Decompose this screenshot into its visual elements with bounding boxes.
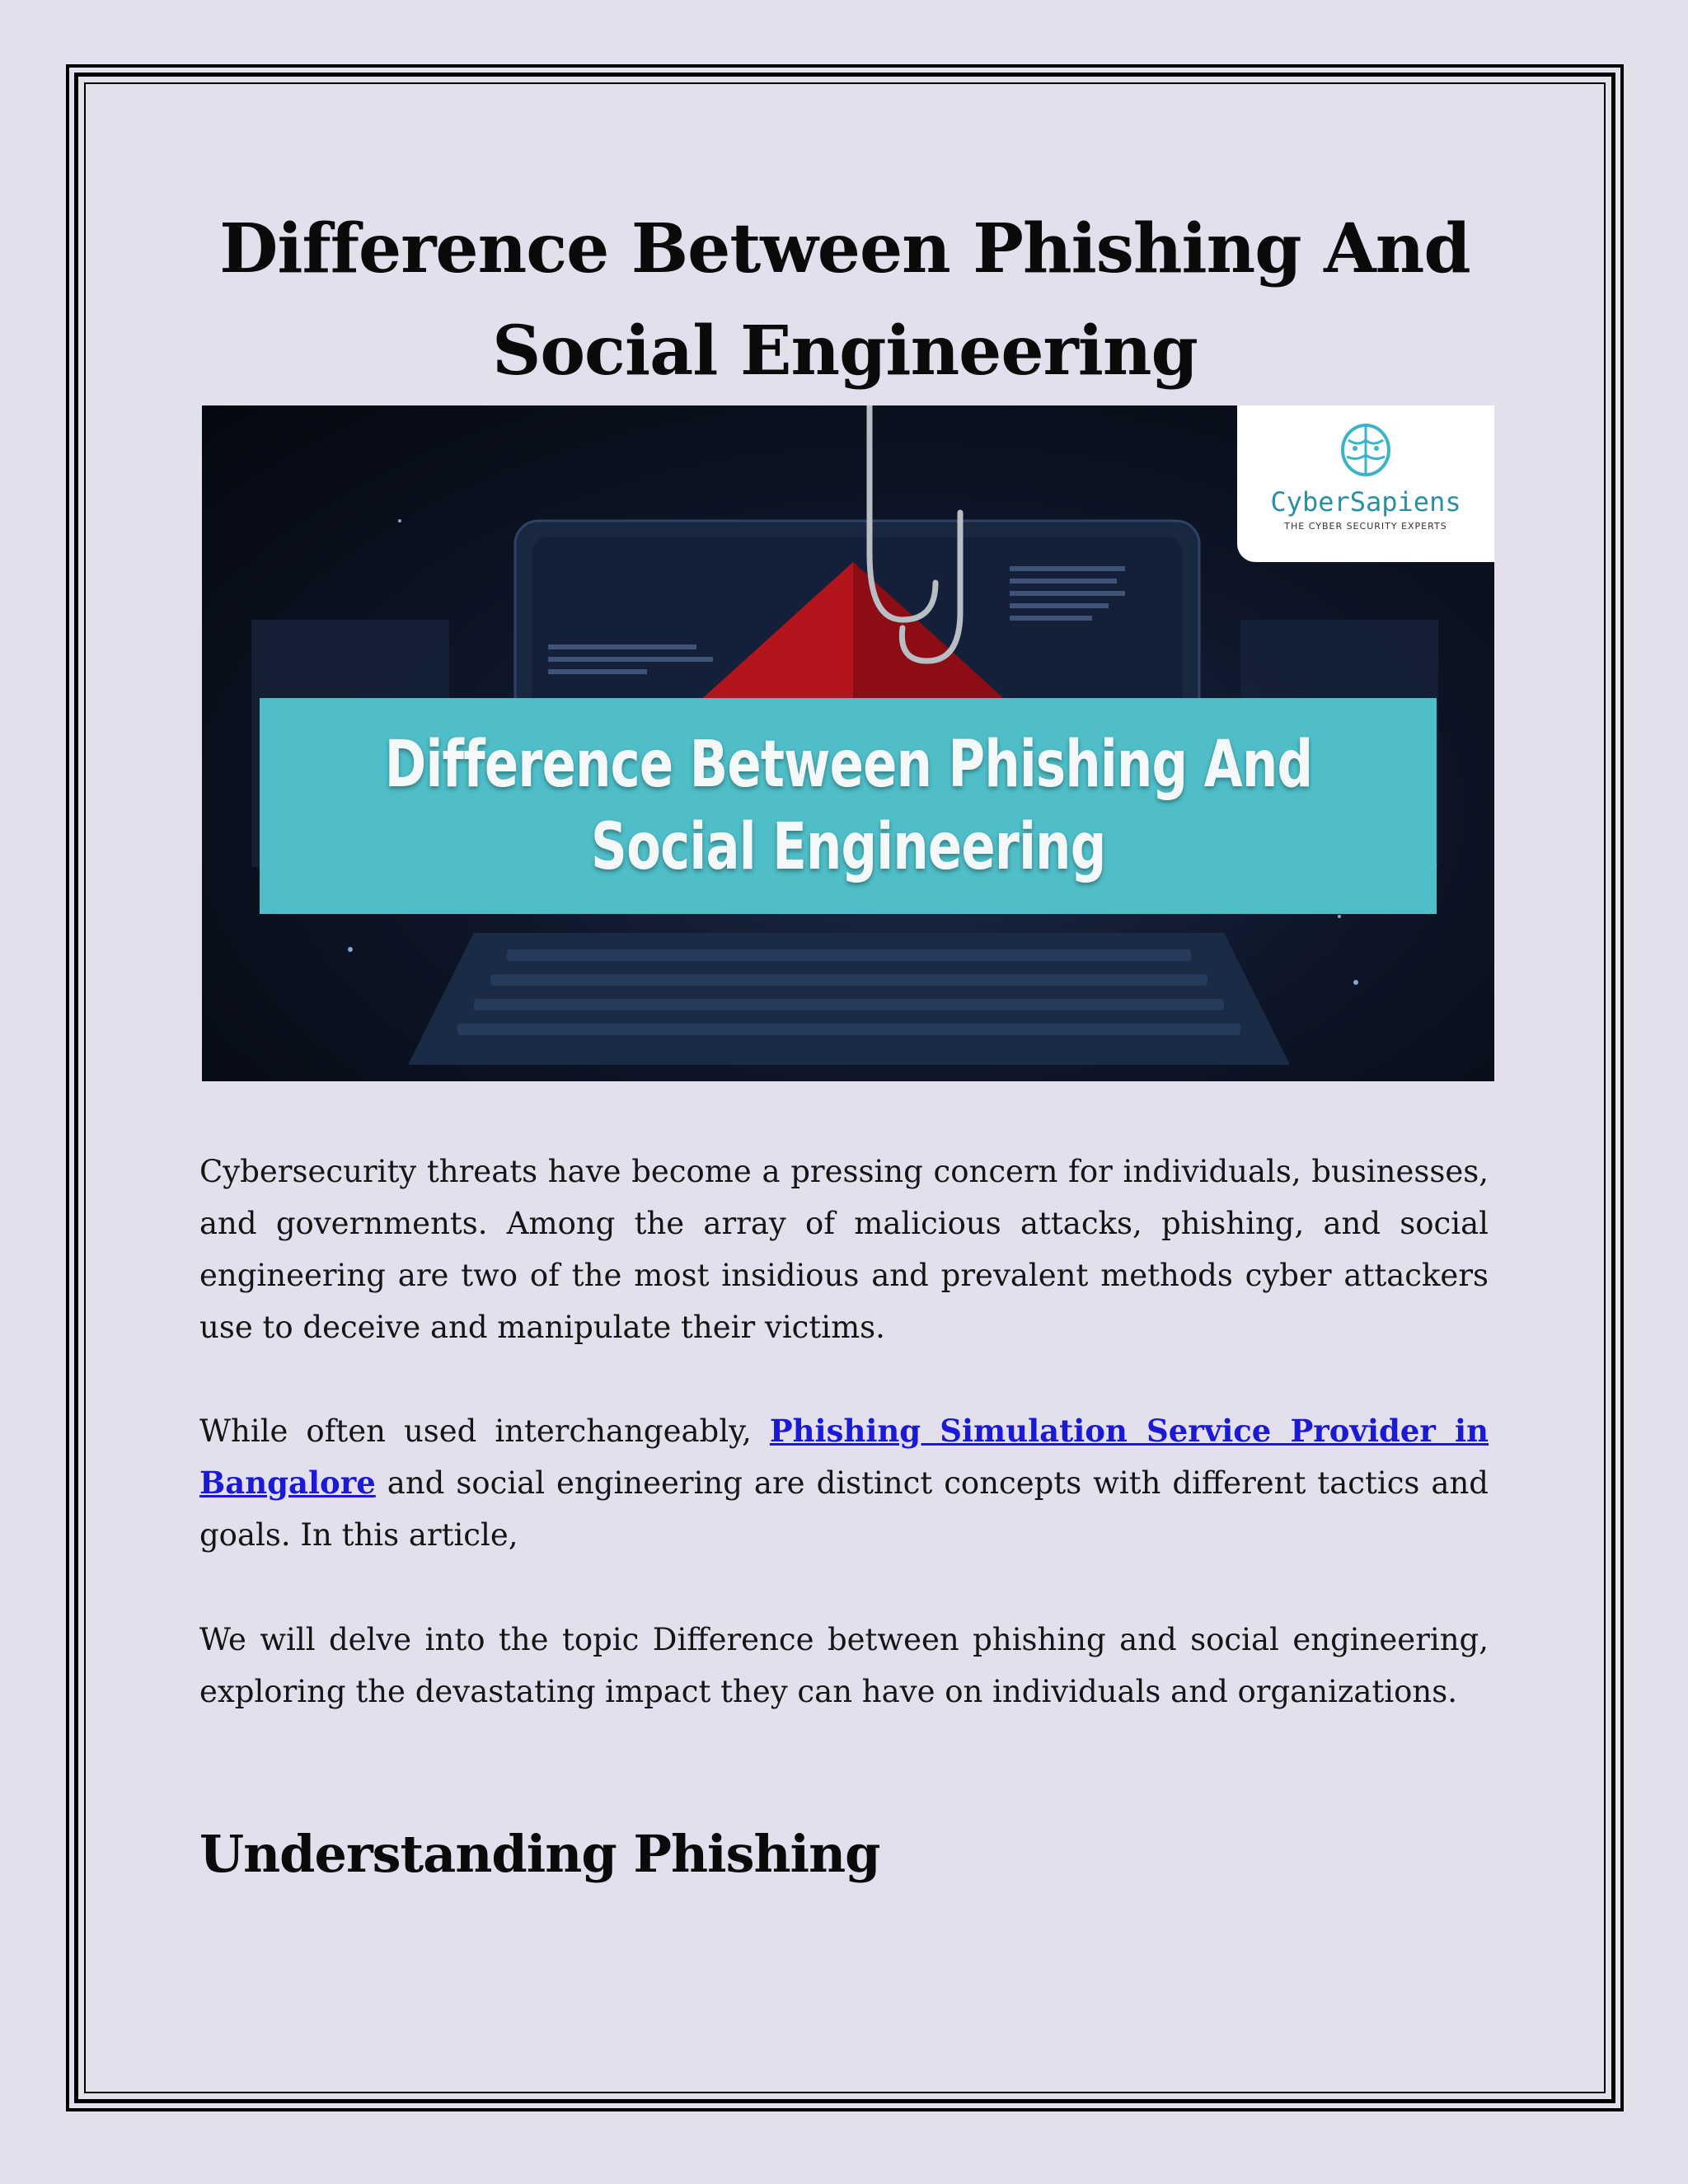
section-heading-understanding-phishing: Understanding Phishing <box>199 1824 880 1884</box>
hero-banner <box>260 698 1437 914</box>
phishing-simulation-link[interactable]: Phishing Simulation Service Provider in Bangalore <box>199 1413 1489 1501</box>
page-title-line-2: Social Engineering <box>492 312 1198 391</box>
page-title <box>148 198 1541 402</box>
hero-banner-line-1: Difference Between Phishing And <box>384 728 1312 802</box>
hero-banner-line-2: Social Engineering <box>590 810 1106 884</box>
paragraph-interchangeably <box>199 1405 1489 1561</box>
logo-name: CyberSapiens <box>1270 486 1461 518</box>
paragraph-intro: Cybersecurity threats have become a pressing concern for individuals, businesses, and governments. Among the array of malicious attacks, phishing, and social engineering are two of the most insidious and prevalent methods cyber attackers use to deceive and manipulate their victims. <box>199 1154 1489 1345</box>
paragraph-2-suffix: and social engineering are distinct concepts with different tactics and goals. In this article, <box>199 1465 1489 1553</box>
cybersapiens-logo <box>1237 405 1494 562</box>
paragraph-2-prefix: While often used interchangeably, <box>199 1413 770 1449</box>
hero-image <box>202 405 1494 1081</box>
paragraph-delve: We will delve into the topic Difference between phishing and social engineering, exploring the devastating impact they can have on individuals and organizations. <box>199 1622 1489 1709</box>
brain-icon <box>1337 422 1395 481</box>
page-title-line-1: Difference Between Phishing And <box>219 209 1470 288</box>
logo-tagline: THE CYBER SECURITY EXPERTS <box>1284 521 1447 532</box>
